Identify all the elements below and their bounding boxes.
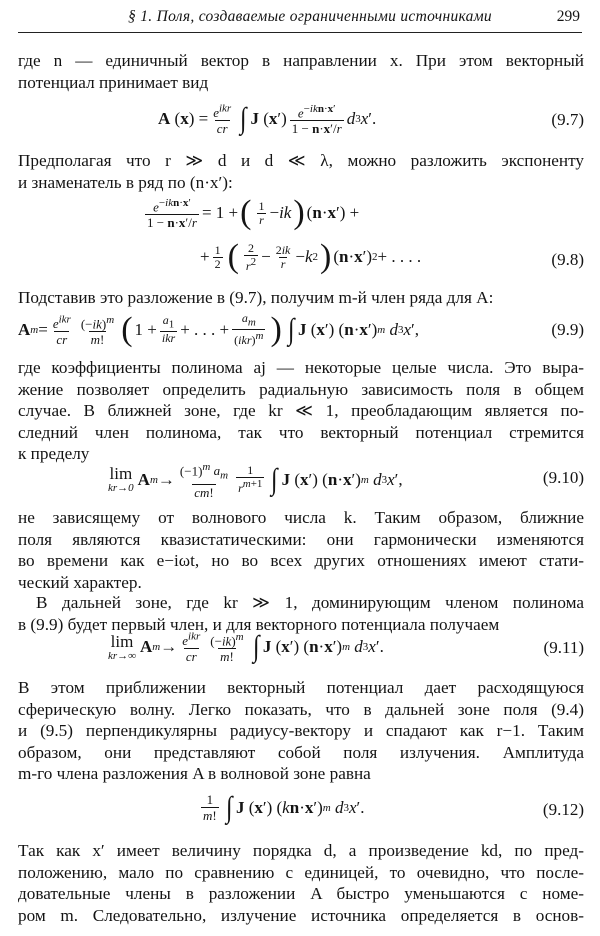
text-line: довательные члены в разложении A быстро уменьшаются с номе-: [18, 884, 584, 903]
equation-number: (9.10): [542, 468, 584, 487]
text-line: не зависящему от волнового числа k. Таким образом, ближние: [18, 508, 584, 527]
header-title: § 1. Поля, создаваемые ограниченными источниками: [128, 8, 492, 25]
equation-number: (9.12): [542, 800, 584, 819]
text-line: ром m. Следовательно, излучение источника определяется в основ-: [18, 905, 584, 925]
text-line: Так как x′ имеет величину порядка d, а произведение kd, по пред-: [18, 841, 584, 860]
equation-9-12: $\frac{1}{m!}$ ∫ J ( x ′) ( k n · x ′) m d 3 x ′. (9.12): [203, 790, 584, 824]
paragraph-5: [18, 507, 584, 593]
text-line: сферическую волну. Легко показать, что в дальней зоне поля (9.4): [18, 699, 584, 719]
text-line: к пределу: [18, 444, 90, 463]
text-line: и знаменатель в ряд по (n·x′):: [18, 172, 233, 192]
text-line: во времени как e−iωt, но во всех других отношениях имеют стати-: [18, 551, 584, 570]
paragraph-2: [18, 150, 584, 193]
equation-number: (9.11): [543, 638, 584, 657]
equation-9-10: lim kr→0 A m → $\frac{(-1)^m a_m}{cm!}$ $\frac{1}{r^{m+1}}$ ∫ J ( x ′) ( n · x ′) m d 3 x ′, (9.10): [108, 461, 584, 500]
running-header: [18, 6, 582, 32]
text-line: где n — единичный вектор в направлении x. При этом векторный: [18, 51, 584, 70]
text-line: Подставив это разложение в (9.7), получим m-й член ряда для A:: [18, 288, 494, 307]
text-line: В этом приближении векторный потенциал дает расходящуюся: [18, 678, 584, 697]
text-line: жение позволяет определить радиальную зависимость поля в общем: [18, 379, 584, 399]
equation-9-7: A ( x ) = $\frac{e^{ikr}}{cr}$ ∫ J ( x ′) $\frac{e^{-ikn\cdot x'}}{1 - n\cdot x'/r}$ d 3 x ′. (9.7): [158, 102, 584, 137]
paragraph-3: [18, 287, 584, 309]
text-line: ческий характер.: [18, 572, 142, 592]
text-line: следний член полинома, так что векторный потенциал стремится: [18, 422, 584, 442]
header-rule: [18, 32, 582, 33]
text-line: Предполагая что r ≫ d и d ≪ λ, можно разложить экспоненту: [18, 151, 584, 170]
equation-number: (9.7): [551, 110, 584, 129]
paragraph-7: [18, 677, 584, 785]
text-line: случае. В ближней зоне, где kr ≪ 1, преобладающим является по-: [18, 401, 584, 420]
text-line: m-го члена разложения A в волновой зоне равна: [18, 764, 371, 783]
equation-number: (9.8): [551, 250, 584, 269]
text-line: поля являются квазистатическими: они гармонически изменяются: [18, 529, 584, 549]
text-line: потенциал принимает вид: [18, 72, 209, 92]
text-line: образом, они представляют собой поля излучения. Амплитуда: [18, 742, 584, 762]
text-line: в (9.9) будет первый член, и для векторного потенциала получаем: [18, 614, 500, 634]
equation-9-9: A m = $\frac{e^{ikr}}{cr}$ $\frac{(-ik)^m}{m!}$ ( 1 + $\frac{a_1}{\text{ikr}}$ + . . . + $\frac{a_m}{(ikr)^m}$ ) ∫ J ( x ′) ( n · x ′) m d 3 x ′, (9.9): [18, 310, 584, 348]
paragraph-1: [18, 50, 584, 93]
equation-9-11: lim kr→∞ A m → $\frac{e^{ikr}}{cr}$ $\frac{(-ik)^m}{m!}$ ∫ J ( x ′) ( n · x ′) m d 3 x ′. (9.11): [108, 630, 584, 665]
text-line: где коэффициенты полинома aj — некоторые целые числа. Это выра-: [18, 358, 584, 377]
page-number: 299: [556, 8, 580, 25]
paragraph-4: [18, 357, 584, 465]
equation-number: (9.9): [551, 320, 584, 339]
text-line: положению, мало по сравнению с единицей, то очевидно, что после-: [18, 862, 584, 882]
text-line: и (9.5) перпендикулярны радиусу-вектору и спадают как r−1. Таким: [18, 721, 584, 740]
equation-9-8: $\frac{e^{-ikn\cdot x'}}{1 - n\cdot x'/r}$ = 1 + ( $\frac{1}{r}$ − ik ) ( n · x ′) + + $\frac{1}{2}$ ( $\frac{2}{r^2}$ − $\frac{2ik}{r}$ − k 2 ) ( n · x ′) 2 + . . . . (9.8): [147, 194, 584, 275]
paragraph-8: [18, 840, 584, 926]
text-line: В дальней зоне, где kr ≫ 1, доминирующим членом полинома: [36, 593, 584, 612]
